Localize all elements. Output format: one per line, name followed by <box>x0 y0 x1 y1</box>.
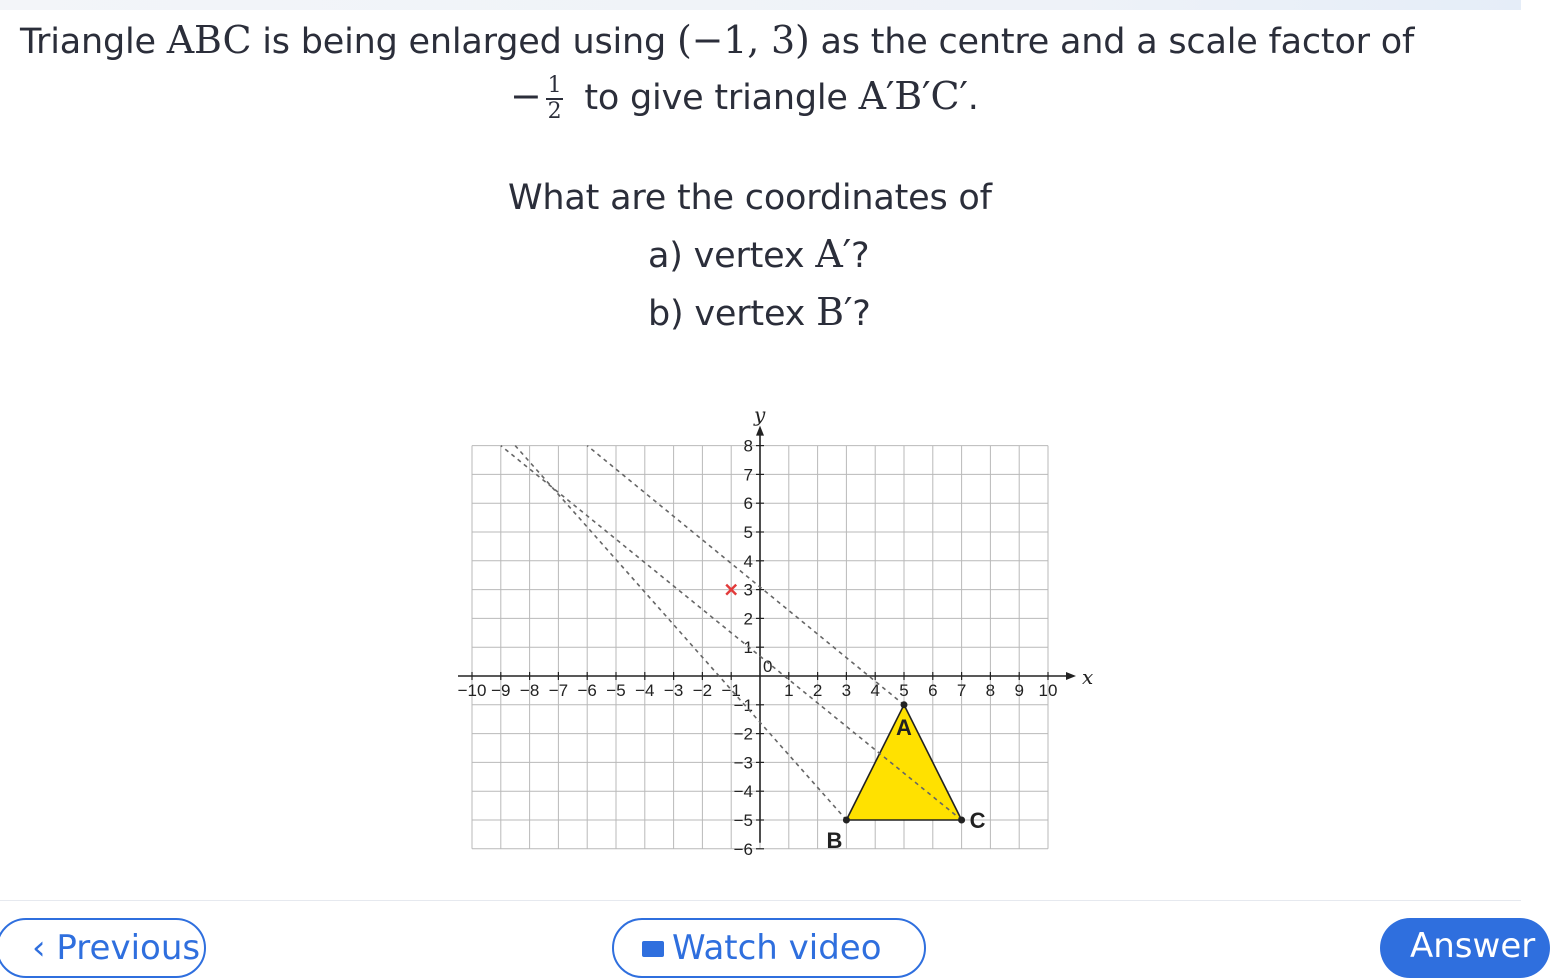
y-tick-label: 5 <box>743 523 753 542</box>
question-line-1 <box>20 18 1414 62</box>
y-tick-label: −4 <box>733 782 753 802</box>
centre-coordinates: (−1, 3) <box>676 18 810 62</box>
vertex-label: B <box>826 828 843 853</box>
question-mark: ? <box>851 236 870 276</box>
y-tick-label: 2 <box>743 609 753 629</box>
previous-button[interactable]: ‹ Previous <box>0 918 206 978</box>
top-bar <box>0 0 1521 10</box>
x-tick-label: −10 <box>457 681 487 700</box>
vertex-label: C <box>969 808 986 833</box>
x-tick-label: −3 <box>663 681 684 700</box>
question-text: as the centre and a scale factor of <box>809 22 1415 62</box>
answer-button[interactable]: Answer <box>1380 918 1550 978</box>
scale-factor-fraction <box>546 74 564 124</box>
x-tick-label: −5 <box>606 681 626 700</box>
y-axis-arrow <box>756 426 764 436</box>
triangle-name: ABC <box>166 18 252 62</box>
x-tick-label: 1 <box>784 681 794 700</box>
question-prompt: What are the coordinates of <box>508 178 992 218</box>
x-tick-label: 10 <box>1038 681 1058 700</box>
x-tick-label: −6 <box>577 681 597 700</box>
fraction-numerator: 1 <box>547 73 562 98</box>
x-tick-label: −7 <box>548 681 569 700</box>
x-tick-label: 2 <box>812 681 823 700</box>
question-text: Triangle <box>20 22 167 62</box>
question-text: is being enlarged using <box>251 22 677 62</box>
vertex-label: A <box>896 714 912 740</box>
x-tick-label: 8 <box>985 681 996 700</box>
x-tick-label: −9 <box>491 681 511 700</box>
enlargement-ray-line <box>587 446 904 705</box>
x-tick-label: −4 <box>635 681 655 700</box>
question-mark: ? <box>852 294 871 334</box>
x-tick-label: 5 <box>899 681 909 700</box>
vertex-point <box>958 817 965 824</box>
vertex-a-prime: A′ <box>815 232 852 276</box>
x-tick-label: 7 <box>956 681 967 700</box>
vertex-point <box>901 701 908 708</box>
vertex-b-prime: B′ <box>816 290 853 334</box>
y-tick-label: 8 <box>743 436 753 456</box>
fraction-denominator: 2 <box>547 99 562 124</box>
y-tick-label: −3 <box>733 753 753 773</box>
part-b <box>648 290 871 334</box>
part-b-text: b) vertex <box>648 294 817 334</box>
video-icon <box>642 941 664 957</box>
y-tick-label: −5 <box>733 811 753 830</box>
watch-video-button[interactable] <box>612 918 926 978</box>
question-line-2 <box>510 74 979 124</box>
x-tick-label: 6 <box>928 681 938 700</box>
y-tick-label: 6 <box>743 494 753 514</box>
part-a-text: a) vertex <box>648 236 816 276</box>
y-tick-label: −6 <box>733 839 753 859</box>
x-tick-label: 9 <box>1014 681 1024 700</box>
minus-sign: − <box>510 74 542 118</box>
vertex-point <box>843 817 850 824</box>
y-tick-label: 1 <box>743 638 753 658</box>
x-tick-label: −2 <box>692 681 713 700</box>
watch-video-label: Watch video <box>672 928 882 968</box>
y-tick-label: −2 <box>733 724 753 744</box>
x-tick-label: 4 <box>870 681 880 700</box>
y-tick-label: −1 <box>733 695 753 715</box>
y-tick-label: 4 <box>743 551 753 571</box>
x-axis-arrow <box>1066 672 1076 680</box>
x-tick-label: −1 <box>721 681 741 700</box>
x-tick-label: −8 <box>519 681 540 700</box>
coordinate-grid <box>440 398 1100 868</box>
y-tick-label: 3 <box>743 580 753 600</box>
y-tick-label: 7 <box>743 465 753 485</box>
x-tick-label: 3 <box>841 681 852 700</box>
part-a <box>648 232 869 276</box>
enlargement-ray-line <box>515 446 846 820</box>
origin-label: 0 <box>763 657 773 676</box>
image-triangle-name: A′B′C′ <box>858 74 968 118</box>
x-axis-label: x <box>1082 665 1094 689</box>
footer-divider <box>0 900 1521 901</box>
y-axis-label: y <box>754 402 766 427</box>
question-text: . <box>967 78 979 118</box>
question-text: to give triangle <box>573 78 859 118</box>
